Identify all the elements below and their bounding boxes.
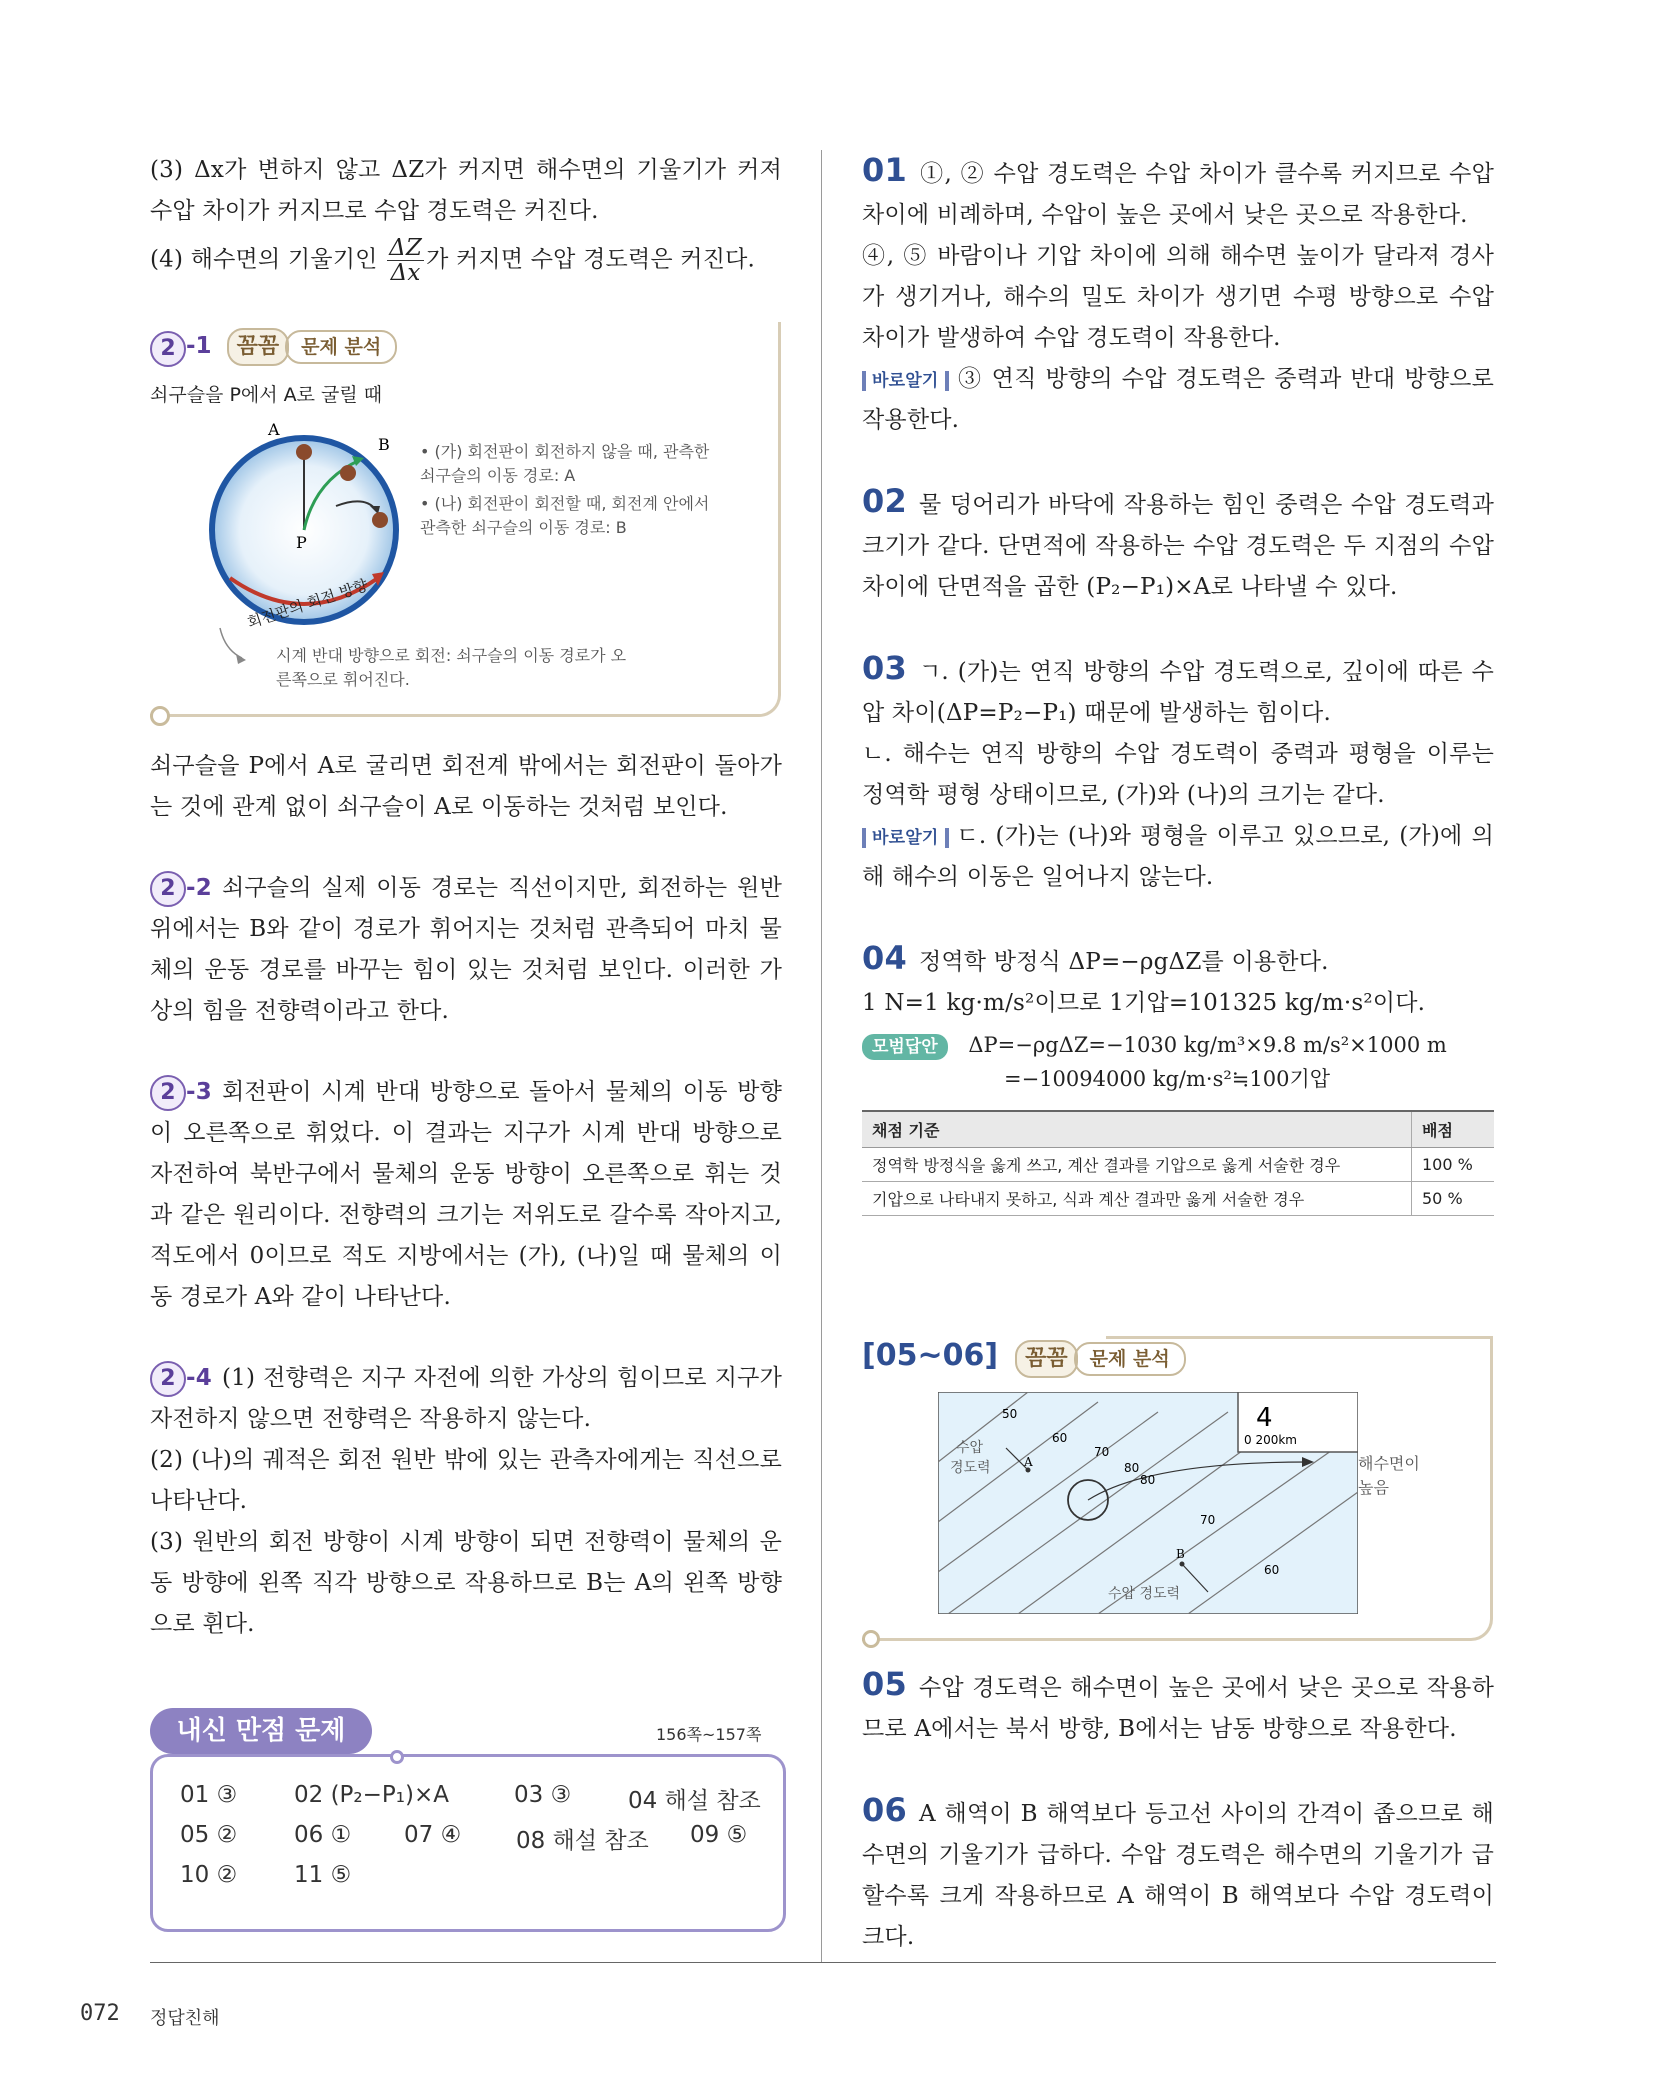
svg-text:80: 80 bbox=[1124, 1461, 1140, 1475]
note-rotation: 시계 반대 방향으로 회전: 쇠구슬의 이동 경로가 오른쪽으로 휘어진다. bbox=[276, 646, 627, 689]
left-column bbox=[150, 150, 782, 285]
right-lower bbox=[862, 1664, 1494, 1958]
answer-explain-06: 06 A 해역이 B 해역보다 등고선 사이의 간격이 좁으므로 해수면의 기울기가 급하다. 수압 경도력은 해수면의 기울기가 급할수록 크게 작용하므로 A 해역이 B 해역보다 수압 경도력이 크다. bbox=[862, 1791, 1494, 1950]
svg-text:수압: 수압 bbox=[956, 1440, 984, 1456]
answer-06: 06 ① bbox=[294, 1822, 352, 1848]
answer-explain-02: 02 물 덩어리가 바닥에 작용하는 힘인 중력은 수압 경도력과 크기가 같다. 단면적에 작용하는 수압 경도력은 두 지점의 수압 차이에 단면적을 곱한 (P₂−P₁)×A로 나타낼 수 있다. bbox=[862, 482, 1494, 600]
answer-04: 04 해설 참조 bbox=[628, 1788, 761, 1814]
svg-text:수압 경도력: 수압 경도력 bbox=[1108, 1586, 1181, 1602]
sea-level-map bbox=[938, 1392, 1358, 1614]
left-body bbox=[150, 746, 782, 1645]
correction-tag: 바로알기 bbox=[862, 828, 949, 848]
svg-text:70: 70 bbox=[1200, 1513, 1216, 1527]
paragraph-3: (3) Δx가 변하지 않고 ΔZ가 커지면 해수면의 기울기가 커져 수압 차이가 커지므로 수압 경도력은 커진다. bbox=[150, 157, 782, 224]
answer-explain-01-b: ④, ⑤ 바람이나 기압 차이에 의해 해수면 높이가 달라져 경사가 생기거나, 해수의 밀도 차이가 생기면 수평 방향으로 수압 차이가 발생하여 수압 경도력이 작용한다. bbox=[862, 243, 1494, 351]
answer-explain-01: 01 ①, ② 수압 경도력은 수압 차이가 클수록 커지므로 수압 차이에 비례하며, 수압이 높은 곳에서 낮은 곳으로 작용한다. bbox=[862, 151, 1494, 228]
ball-a bbox=[296, 444, 312, 460]
note-ga: • (가) 회전판이 회전하지 않을 때, 관측한 쇠구슬의 이동 경로: A bbox=[420, 442, 710, 485]
answer-01: 01 ③ bbox=[180, 1782, 238, 1808]
footer-label: 정답친해 bbox=[150, 2008, 220, 2029]
high-sea-level-label: 해수면이 높음 bbox=[1358, 1454, 1420, 1497]
model-answer: 모범답안 ΔP=−ρgΔZ=−1030 kg/m³×9.8 m/s²×1000 m =−10094000 kg/m·s²≒100기압 bbox=[862, 1028, 1494, 1096]
ball-b bbox=[340, 465, 356, 481]
svg-text:80: 80 bbox=[1140, 1473, 1156, 1487]
paragraph-explain-21: 쇠구슬을 P에서 A로 굴리면 회전계 밖에서는 회전판이 돌아가는 것에 관계 없이 쇠구슬이 A로 이동하는 것처럼 보인다. bbox=[150, 753, 782, 820]
answer-09: 09 ⑤ bbox=[690, 1822, 748, 1848]
label-b: B bbox=[378, 435, 390, 454]
table-row: 정역학 방정식을 옳게 쓰고, 계산 결과를 기압으로 옳게 서술한 경우 100 % bbox=[862, 1148, 1494, 1182]
answer-explain-04: 04 정역학 방정식 ΔP=−ρgΔZ를 이용한다. bbox=[862, 939, 1329, 977]
answer-02: 02 (P₂−P₁)×A bbox=[294, 1782, 449, 1808]
box-2-1-header: 2 -1 꼼꼼 문제 분석 bbox=[150, 328, 397, 367]
model-answer-badge: 모범답안 bbox=[862, 1034, 948, 1060]
page-number: 072 bbox=[80, 2001, 120, 2026]
section-2-3: 2 -3 회전판이 시계 반대 방향으로 돌아서 물체의 이동 방향이 오른쪽으로 휘었다. 이 결과는 지구가 시계 반대 방향으로 자전하여 북반구에서 물체의 운동 방향이 오른쪽으로 휘는 것과 같은 원리이다. 전향력의 크기는 저위도로 갈수록 작아지고, 적도에서 0이므로 적도 지방에서는 (가), (나)일 때 물체의 이동 경로가 A와 같이 나타난다. bbox=[150, 1072, 782, 1318]
answers-dot bbox=[390, 1750, 404, 1764]
answer-explain-03-c: 바로알기 ㄷ. (가)는 (나)와 평형을 이루고 있으므로, (가)에 의해 해수의 이동은 일어나지 않는다. bbox=[862, 823, 1494, 890]
label-a: A bbox=[268, 420, 280, 439]
answer-explain-04-b: 1 N=1 kg·m/s²이므로 1기압=101325 kg/m·s²이다. bbox=[862, 990, 1426, 1016]
section-2-4: 2 -4 (1) 전향력은 지구 자전에 의한 가상의 힘이므로 지구가 자전하지 않으면 전향력은 작용하지 않는다. bbox=[150, 1358, 782, 1440]
paragraph-4: (4) 해수면의 기울기인 $\frac{\Delta Z}{\Delta x}$ 가 커지면 수압 경도력은 커진다. bbox=[150, 235, 756, 286]
answer-11: 11 ⑤ bbox=[294, 1862, 352, 1888]
right-column bbox=[862, 150, 1494, 1216]
answer-08: 08 해설 참조 bbox=[516, 1828, 649, 1854]
answer-explain-01-c: 바로알기 ③ 연직 방향의 수압 경도력은 중력과 반대 방향으로 작용한다. bbox=[862, 366, 1494, 433]
slope-fraction: $\frac{\Delta Z}{\Delta x}$ bbox=[389, 235, 423, 286]
svg-text:60: 60 bbox=[1264, 1563, 1280, 1577]
answer-07: 07 ④ bbox=[404, 1822, 462, 1848]
box-05-06-header: [05~06] 꼼꼼 문제 분석 bbox=[862, 1338, 1186, 1378]
answer-10: 10 ② bbox=[180, 1862, 238, 1888]
kkomkkom-badge: 꼼꼼 bbox=[227, 328, 290, 366]
answers-pages: 156쪽~157쪽 bbox=[656, 1725, 762, 1744]
svg-text:70: 70 bbox=[1094, 1445, 1110, 1459]
answers-title: 내신 만점 문제 bbox=[150, 1708, 372, 1754]
svg-text:50: 50 bbox=[1002, 1407, 1018, 1421]
ball-c bbox=[372, 512, 388, 528]
answer-explain-05: 05 수압 경도력은 해수면이 높은 곳에서 낮은 곳으로 작용하므로 A에서는 북서 방향, B에서는 남동 방향으로 작용한다. bbox=[862, 1665, 1494, 1742]
box-end-dot bbox=[150, 706, 170, 726]
map-scale: 0 200km bbox=[1244, 1433, 1297, 1447]
answer-03: 03 ③ bbox=[514, 1782, 572, 1808]
rotation-label: 회전판의 회전 방향 bbox=[245, 575, 370, 632]
problem-number-badge: 2 bbox=[150, 331, 186, 367]
table-row: 기압으로 나타내지 못하고, 식과 계산 결과만 옳게 서술한 경우 50 % bbox=[862, 1182, 1494, 1216]
scoring-table: 채점 기준 배점 정역학 방정식을 옳게 쓰고, 계산 결과를 기압으로 옳게 서술한 경우 100 % 기압으로 나타내지 못하고, 식과 계산 결과만 옳게 서술한 경우 50 % bbox=[862, 1110, 1494, 1216]
footer-rule bbox=[150, 1962, 1496, 1963]
box-2-1-title: 쇠구슬을 P에서 A로 굴릴 때 bbox=[150, 384, 383, 406]
correction-tag: 바로알기 bbox=[862, 371, 949, 391]
note-na: • (나) 회전판이 회전할 때, 회전계 안에서 관측한 쇠구슬의 이동 경로: B bbox=[420, 494, 710, 537]
svg-text:60: 60 bbox=[1052, 1431, 1068, 1445]
svg-text:경도력: 경도력 bbox=[950, 1460, 991, 1476]
label-p: P bbox=[296, 533, 307, 552]
section-2-2: 2 -2 쇠구슬의 실제 이동 경로는 직선이지만, 회전하는 원반 위에서는 B와 같이 경로가 휘어지는 것처럼 관측되어 마치 물체의 운동 경로를 바꾸는 힘이 있는 것처럼 보인다. 이러한 가상의 힘을 전향력이라고 한다. bbox=[150, 868, 782, 1032]
point-a: A bbox=[1024, 1455, 1033, 1469]
section-2-4-item-2: (2) (나)의 궤적은 회전 원반 밖에 있는 관측자에게는 직선으로 나타난다. bbox=[150, 1447, 782, 1514]
north-arrow: 4 bbox=[1256, 1403, 1273, 1433]
column-divider bbox=[821, 150, 822, 1962]
answer-05: 05 ② bbox=[180, 1822, 238, 1848]
section-2-4-item-3: (3) 원반의 회전 방향이 시계 방향이 되면 전향력이 물체의 운동 방향에 왼쪽 직각 방향으로 작용하므로 B는 A의 왼쪽 방향으로 휜다. bbox=[150, 1529, 783, 1637]
point-b: B bbox=[1176, 1547, 1185, 1561]
answer-explain-03-b: ㄴ. 해수는 연직 방향의 수압 경도력이 중력과 평형을 이루는 정역학 평형 상태이므로, (가)와 (나)의 크기는 같다. bbox=[862, 741, 1494, 808]
answer-explain-03: 03 ㄱ. (가)는 연직 방향의 수압 경도력으로, 깊이에 따른 수압 차이(ΔP=P₂−P₁) 때문에 발생하는 힘이다. bbox=[862, 649, 1494, 726]
